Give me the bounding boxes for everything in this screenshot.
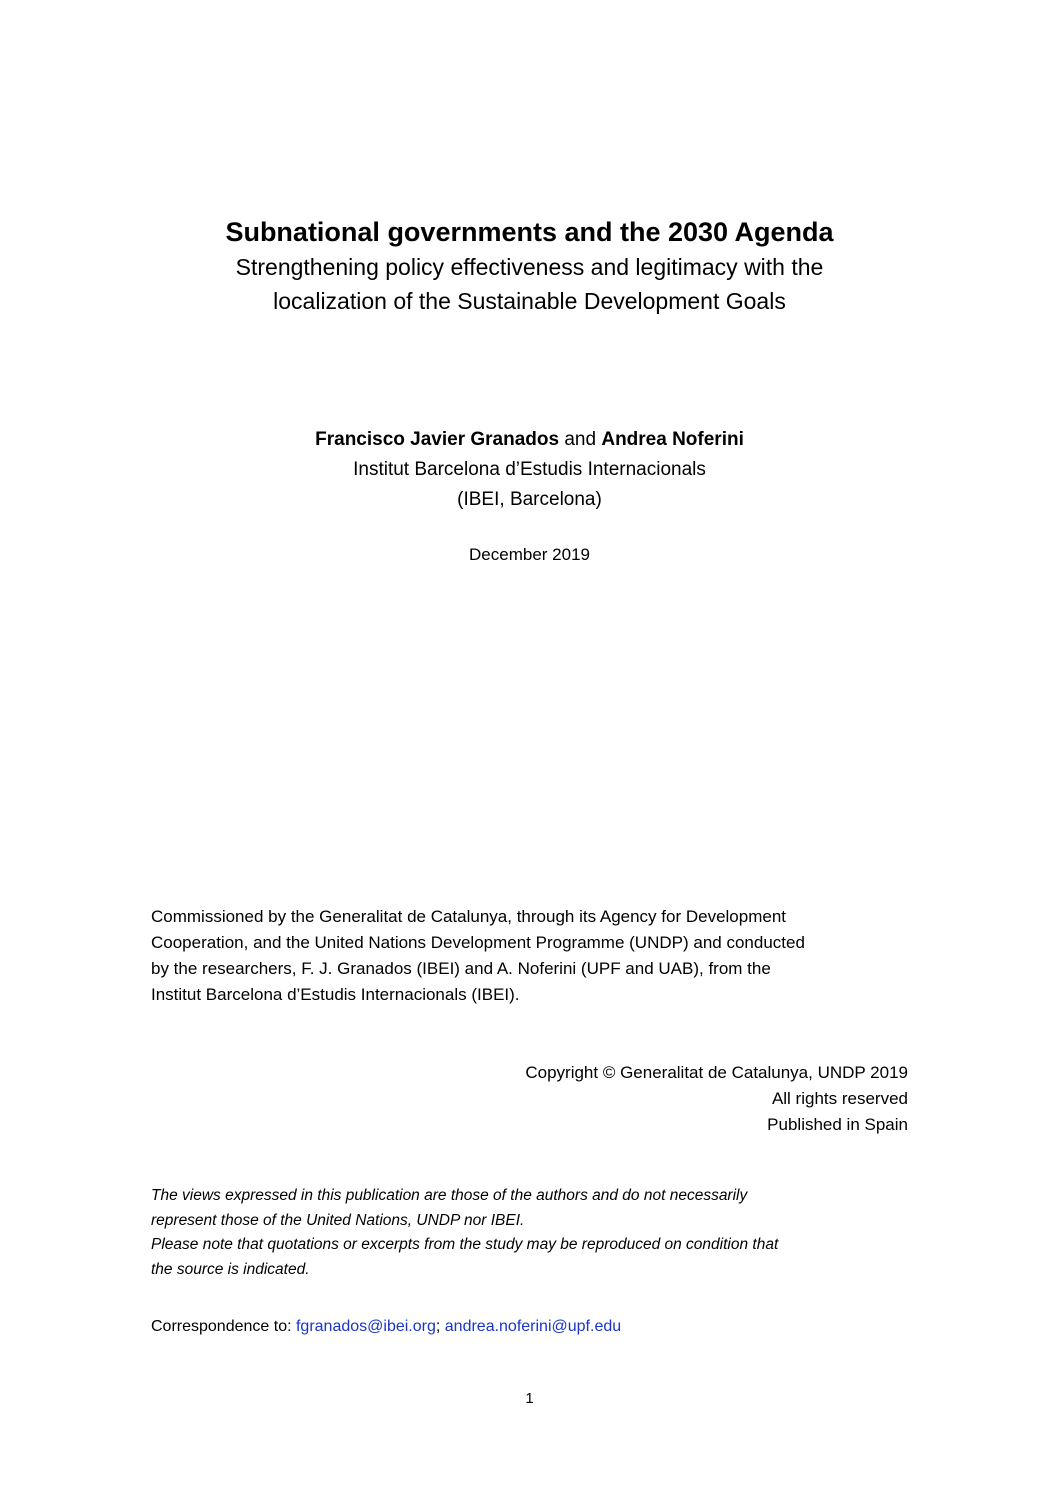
document-subtitle-line-2: localization of the Sustainable Development Goals: [273, 288, 786, 314]
correspondence-label: Correspondence to:: [151, 1318, 296, 1335]
commission-line-1: Commissioned by the Generalitat de Catalunya, through its Agency for Development: [151, 907, 787, 926]
copyright-notice: Copyright © Generalitat de Catalunya, UNDP 2019: [525, 1063, 908, 1082]
email-link-noferini[interactable]: andrea.noferini@upf.edu: [444, 1318, 622, 1335]
disclaimer-block: [151, 1184, 911, 1282]
document-title: Subnational governments and the 2030 Agenda: [225, 217, 834, 247]
publication-date: December 2019: [469, 545, 590, 564]
document-subtitle-line-1: Strengthening policy effectiveness and legitimacy with the: [235, 254, 824, 280]
commission-line-4: Institut Barcelona d’Estudis Internacionals (IBEI).: [151, 985, 520, 1004]
institution-short: (IBEI, Barcelona): [457, 489, 602, 510]
copyright-block: [400, 1060, 908, 1138]
disclaimer-line-2: represent those of the United Nations, UNDP nor IBEI.: [151, 1211, 525, 1229]
email-separator: ;: [435, 1318, 445, 1335]
commission-line-2: Cooperation, and the United Nations Development Programme (UNDP) and conducted: [151, 933, 805, 952]
author-name-2: Andrea Noferini: [601, 429, 744, 450]
commission-line-3: by the researchers, F. J. Granados (IBEI) and A. Noferini (UPF and UAB), from the: [151, 959, 771, 978]
author-name-1: Francisco Javier Granados: [315, 429, 560, 450]
published-location: Published in Spain: [767, 1115, 908, 1134]
disclaimer-line-1: The views expressed in this publication are those of the authors and do not necessarily: [151, 1187, 748, 1204]
author-line: [0, 425, 1059, 455]
rights-reserved: All rights reserved: [771, 1089, 908, 1108]
authors-block: [0, 425, 1059, 515]
disclaimer-line-4: the source is indicated.: [151, 1260, 310, 1278]
commission-statement: [151, 904, 911, 1008]
page-number: 1: [525, 1390, 534, 1407]
email-link-granados[interactable]: fgranados@ibei.org: [295, 1318, 436, 1335]
disclaimer-line-3: Please note that quotations or excerpts from the study may be reproduced on condition that: [151, 1236, 779, 1253]
author-conjunction: and: [564, 429, 597, 450]
institution-name: Institut Barcelona d’Estudis Internacionals: [353, 459, 706, 480]
title-block: [0, 214, 1059, 318]
correspondence-line: [151, 1315, 911, 1339]
